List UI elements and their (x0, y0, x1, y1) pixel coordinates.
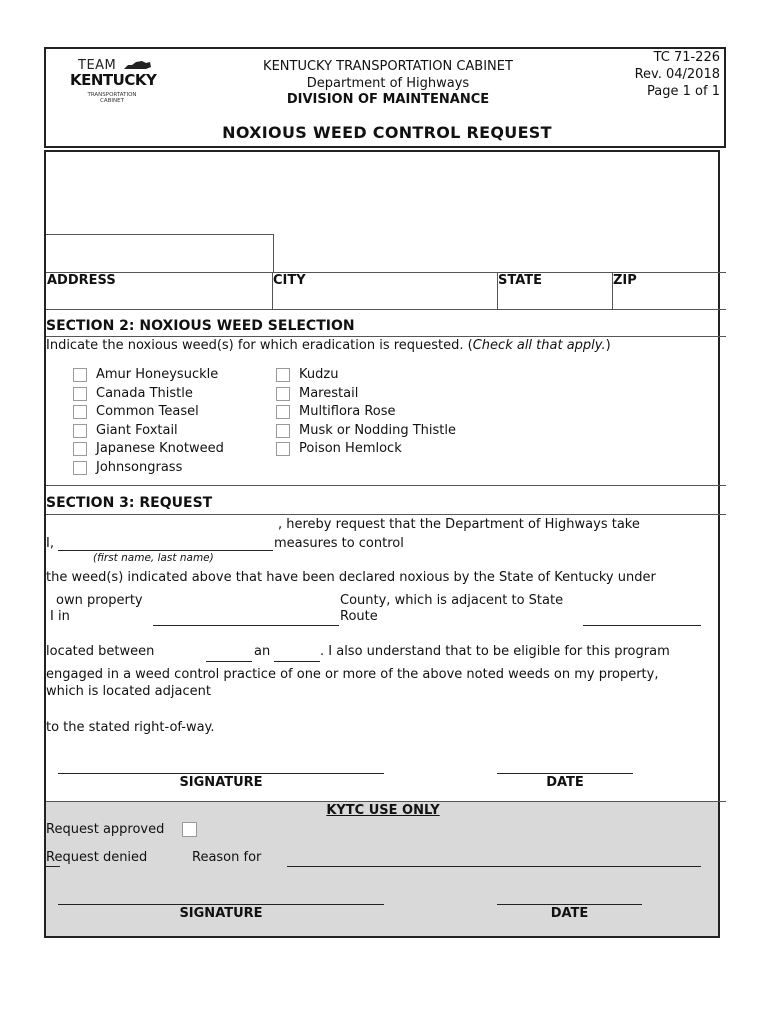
own-property-text: own property (56, 593, 143, 608)
requester-date-label: DATE (546, 775, 584, 790)
form-title: NOXIOUS WEED CONTROL REQUEST (222, 123, 552, 142)
reason-for-label: Reason for (192, 850, 262, 865)
city-label: CITY (273, 273, 306, 288)
kytc-signature-label: SIGNATURE (179, 906, 263, 921)
division-name: DIVISION OF MAINTENANCE (286, 92, 490, 107)
weed-label: Musk or Nodding Thistle (299, 422, 457, 438)
request-approved-checkbox[interactable] (182, 822, 197, 837)
weed-checkbox[interactable] (276, 424, 290, 438)
department-name: Department of Highways (306, 76, 470, 91)
weed-label: Canada Thistle (96, 385, 193, 401)
weed-checkbox[interactable] (73, 442, 87, 456)
weed-label: Kudzu (299, 367, 339, 382)
section3-heading: SECTION 3: REQUEST (46, 495, 213, 511)
weed-checkbox[interactable] (73, 368, 87, 382)
section2-heading: SECTION 2: NOXIOUS WEED SELECTION (46, 318, 355, 334)
county-input[interactable] (153, 625, 339, 626)
section2-instruction: Indicate the noxious weed(s) for which eradication is requested. (Check all that apply.) (46, 338, 611, 353)
weed-checkbox[interactable] (276, 368, 290, 382)
agency-name: KENTUCKY TRANSPORTATION CABINET (263, 59, 513, 74)
name-field-box[interactable] (46, 234, 274, 273)
kytc-top-line (46, 801, 726, 802)
weed-checkbox[interactable] (276, 442, 290, 456)
requester-date-input[interactable] (497, 773, 633, 774)
kentucky-state-icon (122, 59, 152, 71)
section2-bottom-line (46, 485, 726, 486)
request-text-1a: , hereby request that the Department of Highways take (278, 517, 640, 532)
weed-label: Poison Hemlock (299, 441, 402, 457)
requester-name-input[interactable] (58, 550, 273, 551)
weed-label: Multiflora Rose (299, 404, 396, 420)
weed-label: Japanese Knotweed (96, 441, 224, 457)
reason-input[interactable] (287, 866, 701, 867)
route-text: Route (340, 609, 378, 624)
state-input[interactable] (498, 290, 611, 308)
county-text: County, which is adjacent to State (340, 593, 564, 608)
weed-checkbox[interactable] (73, 424, 87, 438)
requester-signature-label: SIGNATURE (179, 775, 263, 790)
request-text-2: the weed(s) indicated above that have been declared noxious by the State of Kentucky under (46, 570, 656, 585)
page-number: Page 1 of 1 (647, 84, 720, 99)
section2-heading-line (46, 336, 726, 337)
kytc-date-input[interactable] (497, 904, 642, 905)
milepoint-from-input[interactable] (206, 661, 252, 662)
located-between-text: located between (46, 644, 155, 659)
stated-row-text: to the stated right-of-way. (46, 720, 215, 735)
i-in-text: I in (50, 609, 70, 624)
and-text: an (254, 644, 271, 659)
team-kentucky-logo (66, 56, 166, 116)
section3-heading-line (46, 514, 726, 515)
kytc-date-label: DATE (550, 906, 589, 921)
weed-label: Giant Foxtail (96, 422, 178, 438)
state-label: STATE (498, 273, 543, 288)
weed-label: Johnsongrass (96, 460, 183, 475)
weed-label: Common Teasel (96, 404, 199, 420)
kytc-signature-input[interactable] (58, 904, 384, 905)
city-input[interactable] (273, 290, 496, 308)
request-denied-checkbox-line[interactable] (46, 866, 60, 867)
weed-label: Amur Honeysuckle (96, 367, 219, 382)
understand-text: . I also understand that to be eligible for this program (320, 644, 670, 659)
name-hint: (first name, last name) (93, 552, 214, 564)
weed-checkbox[interactable] (73, 461, 87, 475)
logo-kentucky-text: KENTUCKY (70, 71, 157, 89)
kytc-heading: KYTC USE ONLY (326, 803, 440, 818)
adjacent-text: which is located adjacent (46, 684, 211, 699)
weed-checkbox[interactable] (276, 405, 290, 419)
engaged-text: engaged in a weed control practice of one or more of the above noted weeds on my property, (46, 667, 659, 682)
milepoint-to-input[interactable] (274, 661, 320, 662)
route-input[interactable] (583, 625, 701, 626)
weed-checkbox[interactable] (73, 387, 87, 401)
zip-input[interactable] (613, 290, 718, 308)
request-text-i: I, (46, 536, 54, 551)
logo-team-text: TEAM (78, 58, 117, 73)
weed-checkbox[interactable] (276, 387, 290, 401)
form-revision: Rev. 04/2018 (634, 67, 720, 82)
weed-label: Marestail (299, 385, 359, 401)
address-input[interactable] (47, 290, 271, 308)
weed-checkbox[interactable] (73, 405, 87, 419)
requester-signature-input[interactable] (58, 773, 384, 774)
zip-label: ZIP (613, 273, 637, 288)
address-row-bottom-line (46, 309, 726, 310)
logo-sub-text: TRANSPORTATION CABINET (87, 92, 137, 104)
address-label: ADDRESS (47, 273, 116, 288)
request-denied-label: Request denied (46, 850, 148, 865)
request-text-1b: measures to control (274, 536, 404, 551)
request-approved-label: Request approved (46, 822, 165, 837)
form-number: TC 71-226 (653, 50, 720, 65)
